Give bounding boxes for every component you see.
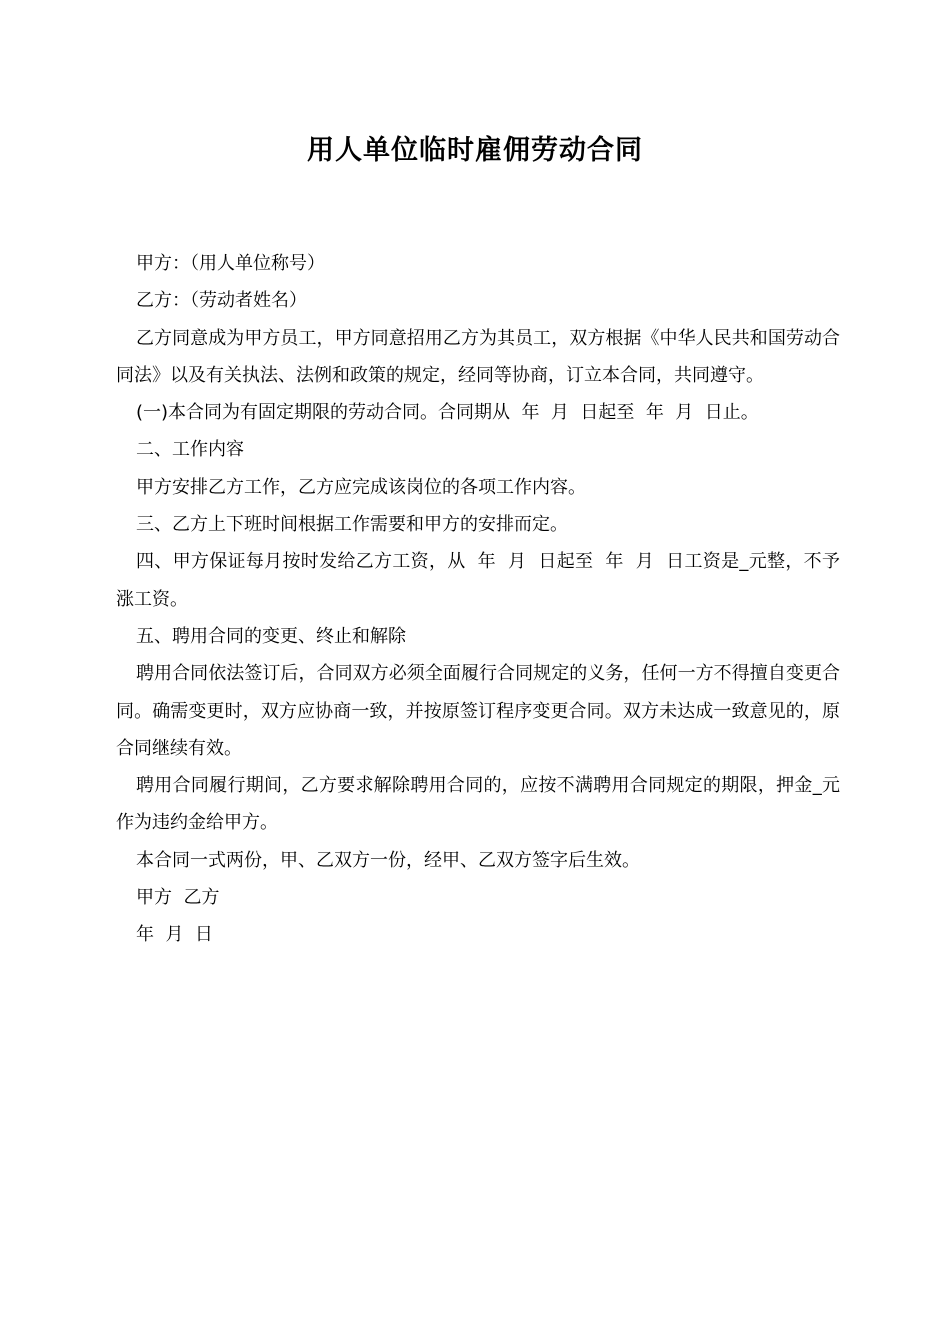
work-hours-paragraph: 三、乙方上下班时间根据工作需要和甲方的安排而定。 [136, 514, 568, 536]
wage-paragraph: 四、甲方保证每月按时发给乙方工资，从 年 月 日起至 年 月 日工资是_元整，不予涨工资。 [116, 551, 840, 610]
section-heading-contract-changes: 五、聘用合同的变更、终止和解除 [136, 625, 406, 647]
contract-copies-paragraph: 本合同一式两份，甲、乙双方一份，经甲、乙双方签字后生效。 [136, 849, 640, 871]
party-b-line: 乙方：（劳动者姓名） [136, 290, 307, 312]
signature-date-line: 年 月 日 [136, 924, 213, 946]
contract-termination-paragraph: 聘用合同履行期间，乙方要求解除聘用合同的，应按不满聘用合同规定的期限，押金_元作为违约金给甲方。 [116, 775, 840, 834]
contract-change-paragraph: 聘用合同依法签订后，合同双方必须全面履行合同规定的义务，任何一方不得擅自变更合同。确需变更时，双方应协商一致，并按原签订程序变更合同。双方未达成一致意见的，原合同继续有效。 [116, 663, 840, 759]
signature-parties-line: 甲方 乙方 [136, 887, 220, 909]
document-body [116, 245, 840, 954]
agreement-intro-paragraph: 乙方同意成为甲方员工，甲方同意招用乙方为其员工，双方根据《中华人民共和国劳动合同法》以及有关执法、法例和政策的规定，经同等协商，订立本合同，共同遵守。 [116, 327, 840, 386]
work-content-paragraph: 甲方安排乙方工作，乙方应完成该岗位的各项工作内容。 [136, 476, 586, 498]
document-title: 用人单位临时雇佣劳动合同 [307, 135, 643, 166]
contract-term-paragraph: (一)本合同为有固定期限的劳动合同。合同期从 年 月 日起至 年 月 日止。 [136, 402, 759, 424]
section-heading-work-content: 二、工作内容 [136, 439, 244, 461]
party-a-line: 甲方：（用人单位称号） [136, 253, 325, 274]
